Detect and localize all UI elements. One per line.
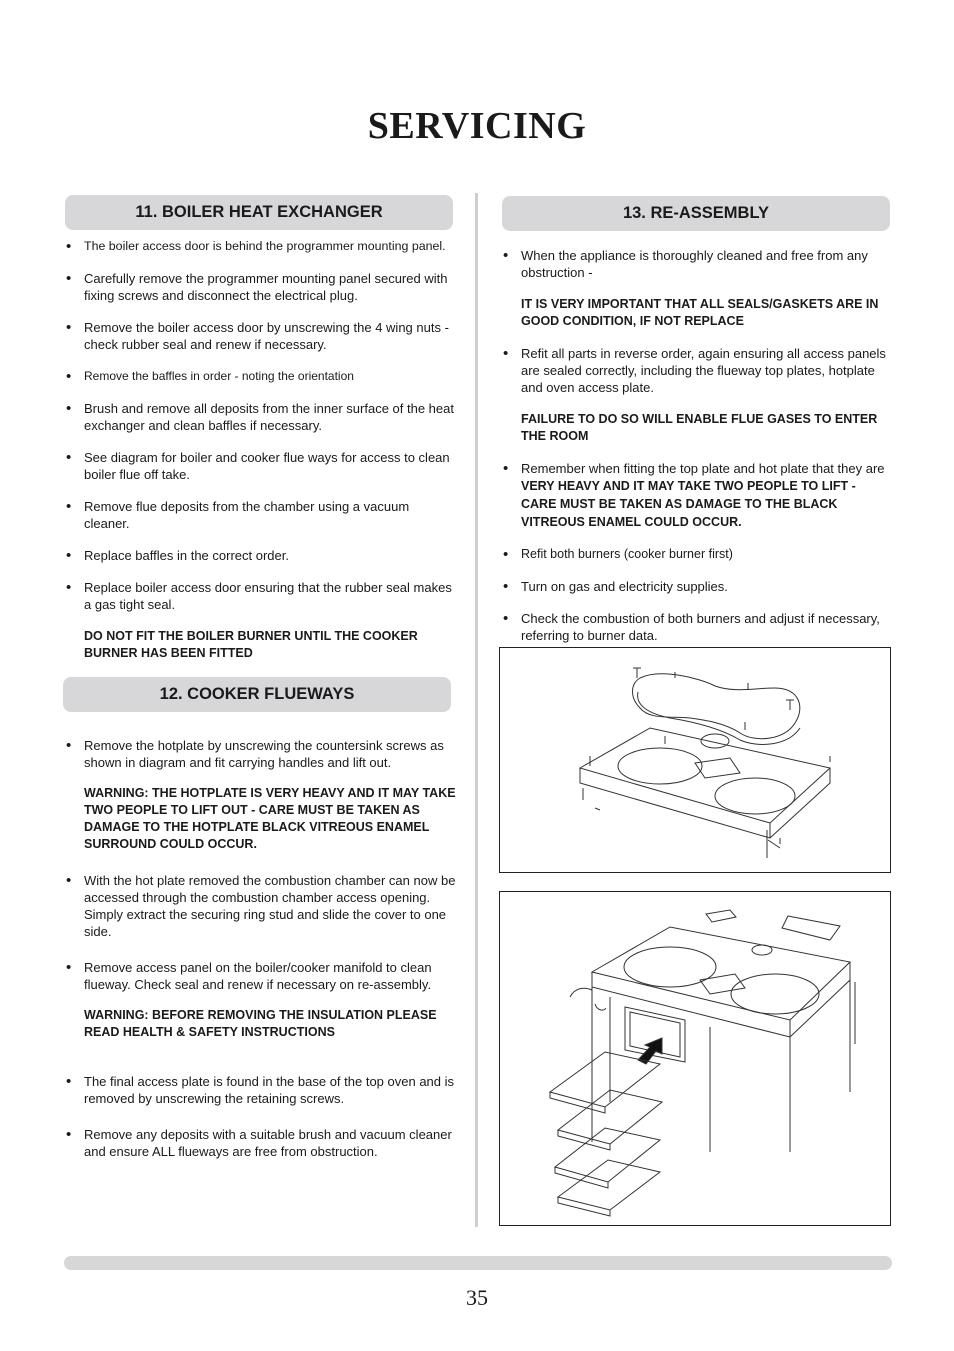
list-item: • Replace boiler access door ensuring that the rubber seal makes a gas tight seal. <box>65 579 457 613</box>
list-item: • Check the combustion of both burners and adjust if necessary, referring to burner data. <box>502 610 894 644</box>
warning-inline: VERY HEAVY AND IT MAY TAKE TWO PEOPLE TO LIFT - CARE MUST BE TAKEN AS DAMAGE TO THE BLACK VITREOUS ENAMEL COULD OCCUR. <box>521 479 856 529</box>
list-item: • Remove any deposits with a suitable brush and vacuum cleaner and ensure ALL flueways are free from obstruction. <box>65 1126 457 1160</box>
list-item: • Remove flue deposits from the chamber using a vacuum cleaner. <box>65 498 457 532</box>
section-heading-cooker-flueways: 12. COOKER FLUEWAYS <box>63 677 451 712</box>
page-title: SERVICING <box>367 105 587 147</box>
list-item: • Remove access panel on the boiler/cooker manifold to clean flueway. Check seal and renew if necessary on re-assembly. <box>65 959 457 993</box>
warning-text: WARNING: THE HOTPLATE IS VERY HEAVY AND IT MAY TAKE TWO PEOPLE TO LIFT OUT - CARE MUST BE TAKEN AS DAMAGE TO THE HOTPLATE BLACK VITREOUS ENAMEL SURROUND COULD OCCUR. <box>84 786 456 851</box>
column-divider <box>475 193 478 1227</box>
hotplate-removal-diagram-icon <box>499 647 891 873</box>
list-item: • Remove the baffles in order - noting the orientation <box>65 368 457 385</box>
section-heading-re-assembly: 13. RE-ASSEMBLY <box>502 196 890 231</box>
list-item-text: Remember when fitting the top plate and hot plate that they are <box>521 461 885 476</box>
page-number: 35 <box>466 1285 488 1310</box>
list-item: • Refit all parts in reverse order, again ensuring all access panels are sealed correctly, including the flueway top plates, hotplate and oven access plate. <box>502 345 894 396</box>
cooker-flueways-list <box>65 737 457 1160</box>
warning-text: FAILURE TO DO SO WILL ENABLE FLUE GASES TO ENTER THE ROOM <box>521 412 878 443</box>
warning-text: WARNING: BEFORE REMOVING THE INSULATION PLEASE READ HEALTH & SAFETY INSTRUCTIONS <box>84 1008 437 1039</box>
list-item: • See diagram for boiler and cooker flue ways for access to clean boiler flue off take. <box>65 449 457 483</box>
list-item: • When the appliance is thoroughly cleaned and free from any obstruction - <box>502 247 894 281</box>
list-item: • Turn on gas and electricity supplies. <box>502 578 894 595</box>
flueway-baffles-diagram-icon <box>499 891 891 1226</box>
footer-bar <box>64 1256 892 1270</box>
list-item: • Replace baffles in the correct order. <box>65 547 457 564</box>
hotplate-removal-drawing <box>500 648 890 872</box>
warning-text: DO NOT FIT THE BOILER BURNER UNTIL THE COOKER BURNER HAS BEEN FITTED <box>84 629 418 660</box>
section-heading-boiler-heat-exchanger: 11. BOILER HEAT EXCHANGER <box>65 195 453 230</box>
warning-text: IT IS VERY IMPORTANT THAT ALL SEALS/GASKETS ARE IN GOOD CONDITION, IF NOT REPLACE <box>521 297 879 328</box>
boiler-heat-exchanger-list <box>65 238 457 662</box>
list-item: • The boiler access door is behind the programmer mounting panel. <box>65 238 457 255</box>
list-item: • The final access plate is found in the base of the top oven and is removed by unscrewing the retaining screws. <box>65 1073 457 1107</box>
list-item: • Brush and remove all deposits from the inner surface of the heat exchanger and clean baffles if necessary. <box>65 400 457 434</box>
flueway-baffles-drawing <box>500 892 890 1225</box>
list-item <box>502 460 894 531</box>
list-item: • Refit both burners (cooker burner first) <box>502 546 894 563</box>
list-item: • Carefully remove the programmer mounting panel secured with fixing screws and disconnect the electrical plug. <box>65 270 457 304</box>
re-assembly-list <box>502 247 894 644</box>
list-item: • With the hot plate removed the combustion chamber can now be accessed through the combustion chamber access opening. Simply extract the securing ring stud and slide the cover to one side. <box>65 872 457 940</box>
list-item: • Remove the boiler access door by unscrewing the 4 wing nuts - check rubber seal and renew if necessary. <box>65 319 457 353</box>
list-item: • Remove the hotplate by unscrewing the countersink screws as shown in diagram and fit carrying handles and lift out. <box>65 737 457 771</box>
